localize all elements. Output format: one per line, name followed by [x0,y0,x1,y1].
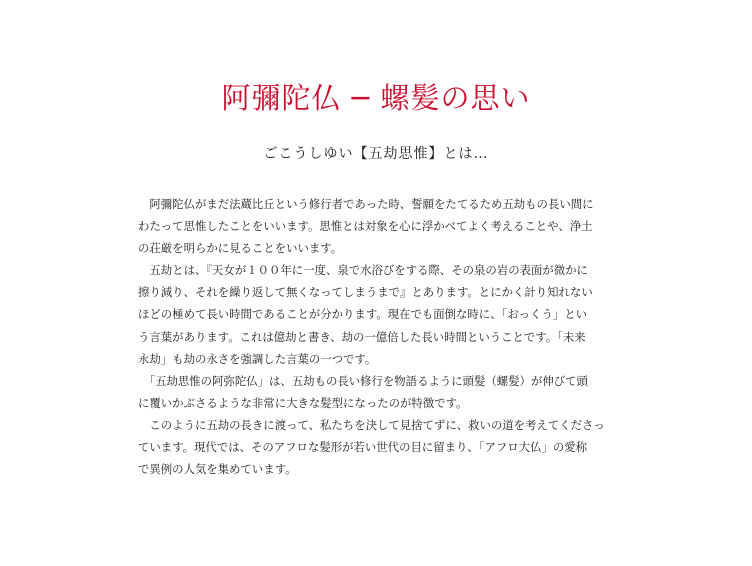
paragraph-3: 「五劫思惟の阿弥陀仏」は、五劫もの長い修行を物語るように頭髪（螺髪）が伸びて頭 に覆いかぶさるような非常に大きな髪型になったのが特徴です。 [138,373,588,410]
paragraph-1: 阿彌陀仏がまだ法蔵比丘という修行者であった時、誓願をたてるため五劫もの長い間に わたって思惟したことをいいます。思惟とは対象を心に浮かべてよく考えることや、浄土 の荘厳を明らかに見ることをいいます。 [138,197,594,256]
page-subtitle: ごこうしゆい【五劫思惟】とは… [263,146,489,162]
paragraph-4: このように五劫の長きに渡って、私たちを決して見捨てずに、救いの道を考えてくださっ ています。現代では、そのアフロな髪形が若い世代の目に留まり、「アフロ大仏」の愛称 で異例の人気を集めています。 [138,417,605,477]
article-body [138,193,628,480]
page-title: 阿彌陀仏 ─ 螺髪の思い [221,81,531,115]
paragraph-2: 五劫とは、『天女が１００年に一度、泉で水浴びをする際、その泉の岩の表面が微かに 擦り減り、それを繰り返して無くなってしまうまで』とあります。とにかく計り知れない ほどの極めて長い時間であることが分かります。現在でも面倒な時に、「おっくう」とい う言葉があります。これは億劫と書き、劫の一億倍した長い時間ということです。「未来 永劫」も劫の永さを強調した言葉の一つです。 [138,263,593,366]
